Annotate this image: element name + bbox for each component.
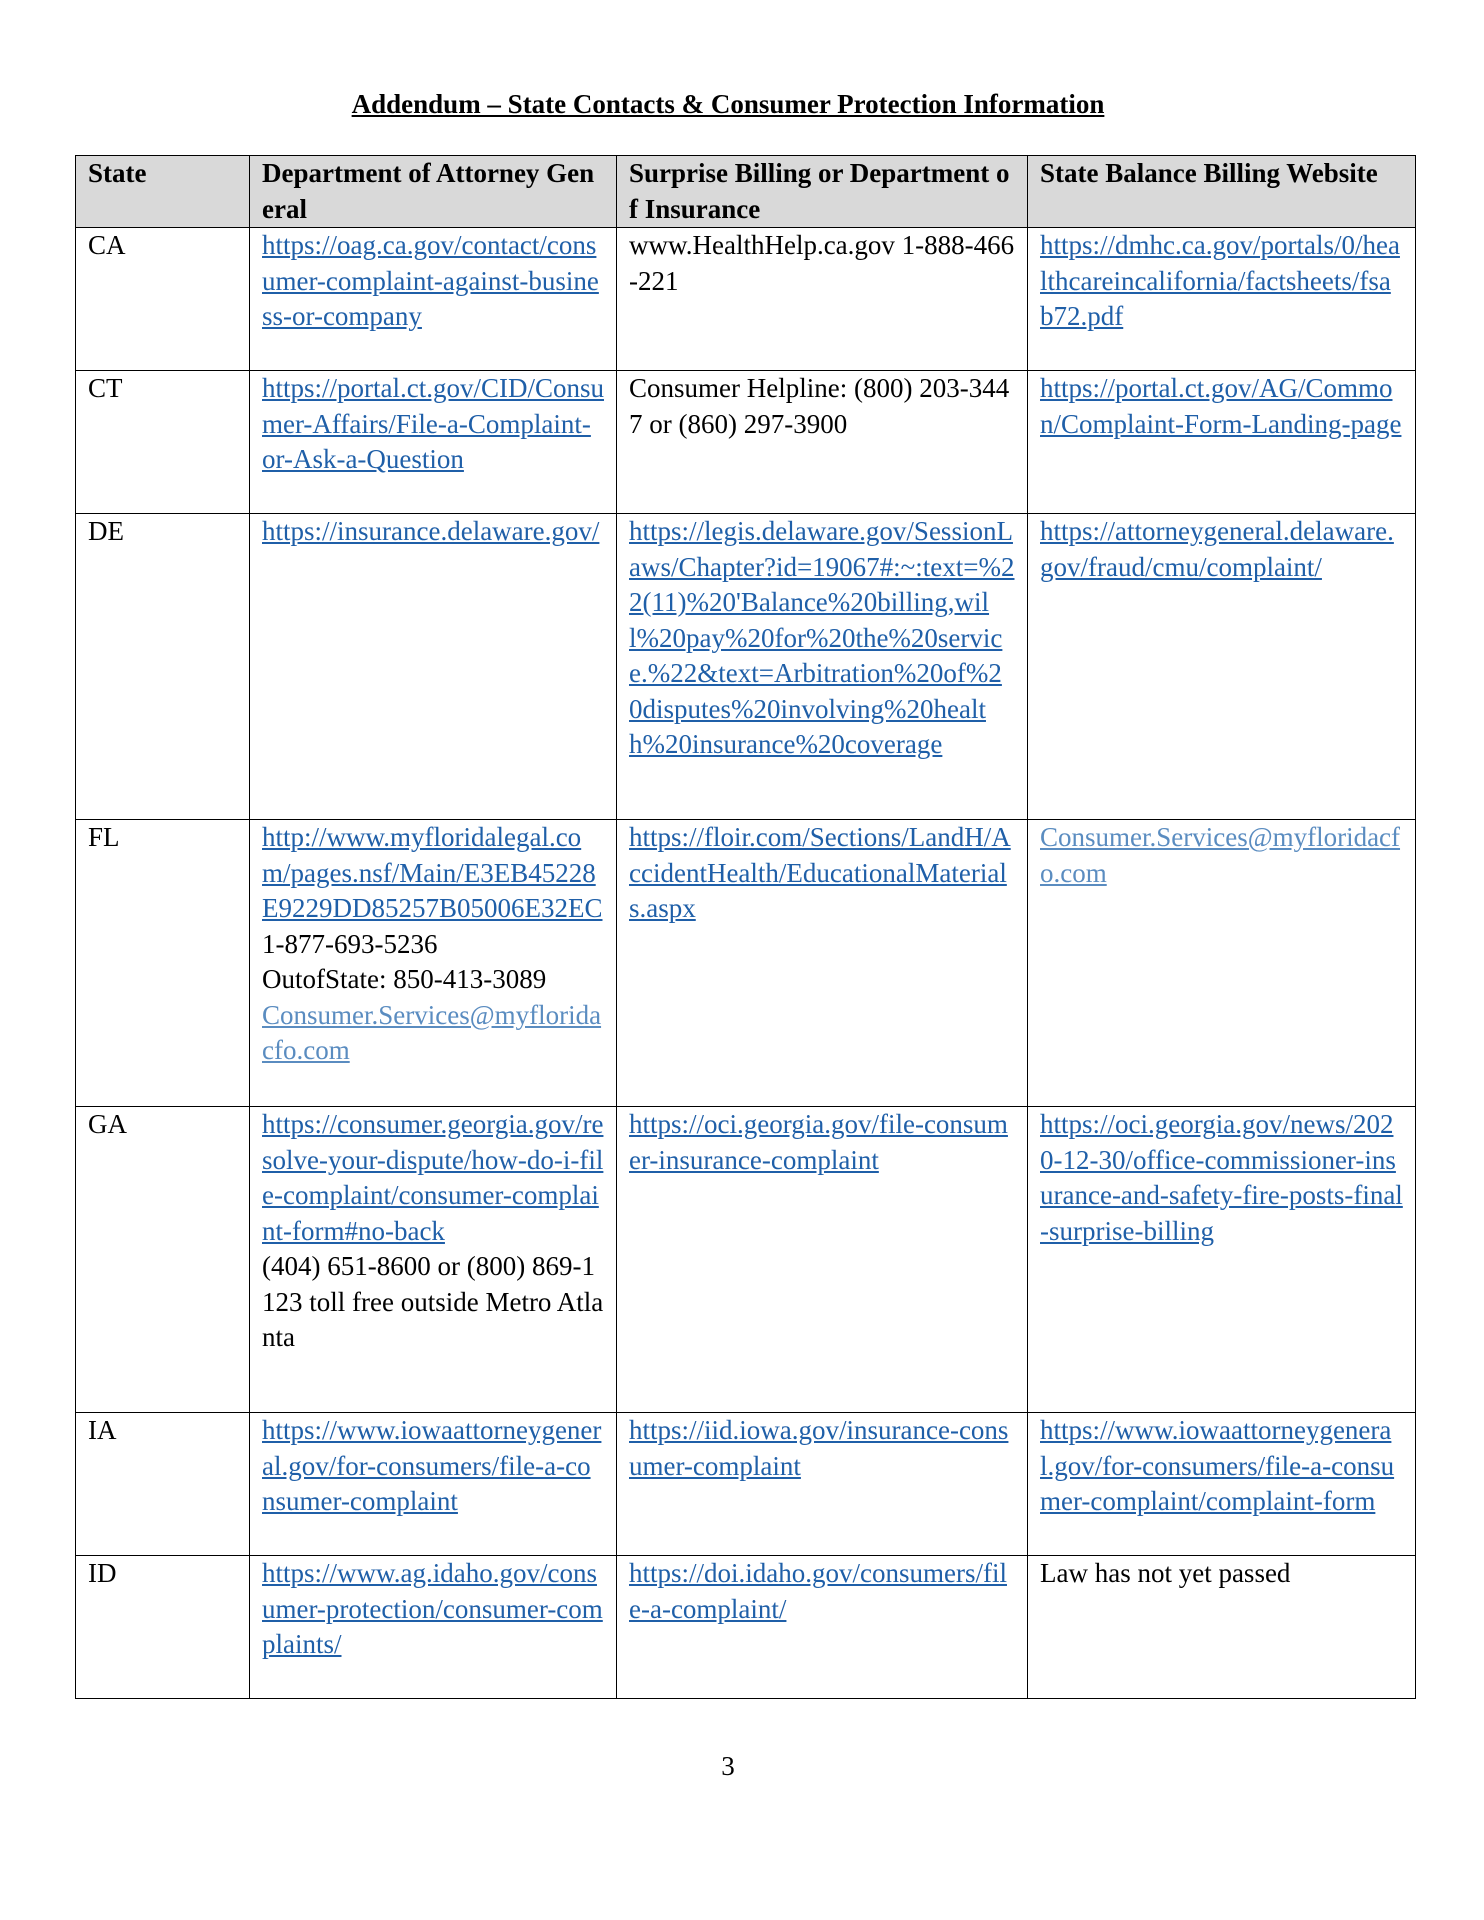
header-balance-billing: State Balance Billing Website bbox=[1028, 156, 1416, 228]
table-row bbox=[76, 514, 1416, 820]
insurance-cell bbox=[617, 820, 1028, 1107]
table-row bbox=[76, 820, 1416, 1107]
url-link[interactable]: https://legis.delaware.gov/SessionLaws/Chapter?id=19067#:~:text=%22(11)%20'Balance%20billing,will%20pay%20for%20the%20service.%22&text=Arbitration%20of%20disputes%20involving%20health%20insurance%20coverage bbox=[629, 516, 1015, 759]
url-link[interactable]: https://oag.ca.gov/contact/consumer-complaint-against-business-or-company bbox=[262, 230, 599, 331]
url-link[interactable]: https://doi.idaho.gov/consumers/file-a-complaint/ bbox=[629, 1558, 1007, 1624]
balance-billing-cell bbox=[1028, 1556, 1416, 1699]
state-cell: IA bbox=[76, 1413, 250, 1556]
attorney-general-cell bbox=[250, 820, 617, 1107]
table-body bbox=[76, 228, 1416, 1699]
url-link[interactable]: https://oci.georgia.gov/news/2020-12-30/office-commissioner-insurance-and-safety-fire-posts-final-surprise-billing bbox=[1040, 1109, 1403, 1246]
table-row bbox=[76, 228, 1416, 371]
url-link[interactable]: https://floir.com/Sections/LandH/AccidentHealth/EducationalMaterials.aspx bbox=[629, 822, 1011, 923]
contact-text: www.HealthHelp.ca.gov 1-888-466-221 bbox=[629, 230, 1015, 296]
attorney-general-cell bbox=[250, 228, 617, 371]
insurance-cell bbox=[617, 1107, 1028, 1413]
attorney-general-cell bbox=[250, 1107, 617, 1413]
insurance-cell bbox=[617, 228, 1028, 371]
state-cell: GA bbox=[76, 1107, 250, 1413]
attorney-general-cell bbox=[250, 371, 617, 514]
header-state: State bbox=[76, 156, 250, 228]
state-cell: ID bbox=[76, 1556, 250, 1699]
balance-billing-cell bbox=[1028, 371, 1416, 514]
table-header-row bbox=[76, 156, 1416, 228]
url-link[interactable]: https://consumer.georgia.gov/resolve-your-dispute/how-do-i-file-complaint/consumer-complaint-form#no-back bbox=[262, 1109, 604, 1246]
table-row bbox=[76, 1107, 1416, 1413]
attorney-general-cell bbox=[250, 1413, 617, 1556]
insurance-cell bbox=[617, 514, 1028, 820]
balance-billing-cell bbox=[1028, 228, 1416, 371]
url-link[interactable]: https://attorneygeneral.delaware.gov/fraud/cmu/complaint/ bbox=[1040, 516, 1394, 582]
balance-billing-cell bbox=[1028, 1107, 1416, 1413]
state-cell: CA bbox=[76, 228, 250, 371]
attorney-general-cell bbox=[250, 514, 617, 820]
header-insurance: Surprise Billing or Department of Insurance bbox=[617, 156, 1028, 228]
insurance-cell bbox=[617, 1556, 1028, 1699]
email-link[interactable]: Consumer.Services@myfloridacfo.com bbox=[262, 999, 602, 1065]
contact-text: Consumer Helpline: (800) 203-3447 or (860) 297-3900 bbox=[629, 373, 1010, 439]
url-link[interactable]: https://portal.ct.gov/AG/Common/Complaint-Form-Landing-page bbox=[1040, 373, 1402, 439]
table-row bbox=[76, 371, 1416, 514]
url-link[interactable]: https://portal.ct.gov/CID/Consumer-Affairs/File-a-Complaint-or-Ask-a-Question bbox=[262, 373, 604, 474]
state-contacts-table bbox=[75, 155, 1416, 1699]
url-link[interactable]: https://dmhc.ca.gov/portals/0/healthcareincalifornia/factsheets/fsab72.pdf bbox=[1040, 230, 1400, 331]
state-cell: FL bbox=[76, 820, 250, 1107]
document-title: Addendum – State Contacts & Consumer Protection Information bbox=[351, 89, 1105, 119]
state-cell: DE bbox=[76, 514, 250, 820]
url-link[interactable]: https://iid.iowa.gov/insurance-consumer-complaint bbox=[629, 1415, 1009, 1481]
insurance-cell bbox=[617, 1413, 1028, 1556]
state-cell: CT bbox=[76, 371, 250, 514]
attorney-general-cell bbox=[250, 1556, 617, 1699]
header-attorney-general: Department of Attorney General bbox=[250, 156, 617, 228]
contact-text: 1-877-693-5236 bbox=[262, 928, 438, 959]
url-link[interactable]: http://www.myfloridalegal.com/pages.nsf/Main/E3EB45228E9229DD85257B05006E32EC bbox=[262, 822, 603, 923]
contact-text: OutofState: 850-413-3089 bbox=[262, 964, 547, 994]
page-number: 3 bbox=[721, 1751, 735, 1781]
url-link[interactable]: https://www.iowaattorneygeneral.gov/for-consumers/file-a-consumer-complaint bbox=[262, 1415, 602, 1516]
contact-text: (404) 651-8600 or (800) 869-1123 toll free outside Metro Atlanta bbox=[262, 1251, 604, 1352]
balance-billing-cell bbox=[1028, 1413, 1416, 1556]
url-link[interactable]: https://www.iowaattorneygeneral.gov/for-consumers/file-a-consumer-complaint/complaint-form bbox=[1040, 1415, 1395, 1516]
url-link[interactable]: https://oci.georgia.gov/file-consumer-insurance-complaint bbox=[629, 1109, 1008, 1175]
balance-billing-cell bbox=[1028, 820, 1416, 1107]
url-link[interactable]: https://insurance.delaware.gov/ bbox=[262, 516, 600, 546]
contact-text: Law has not yet passed bbox=[1040, 1558, 1291, 1588]
table-row bbox=[76, 1556, 1416, 1699]
table-row bbox=[76, 1413, 1416, 1556]
insurance-cell bbox=[617, 371, 1028, 514]
url-link[interactable]: https://www.ag.idaho.gov/consumer-protection/consumer-complaints/ bbox=[262, 1558, 603, 1659]
email-link[interactable]: Consumer.Services@myfloridacfo.com bbox=[1040, 822, 1401, 888]
balance-billing-cell bbox=[1028, 514, 1416, 820]
